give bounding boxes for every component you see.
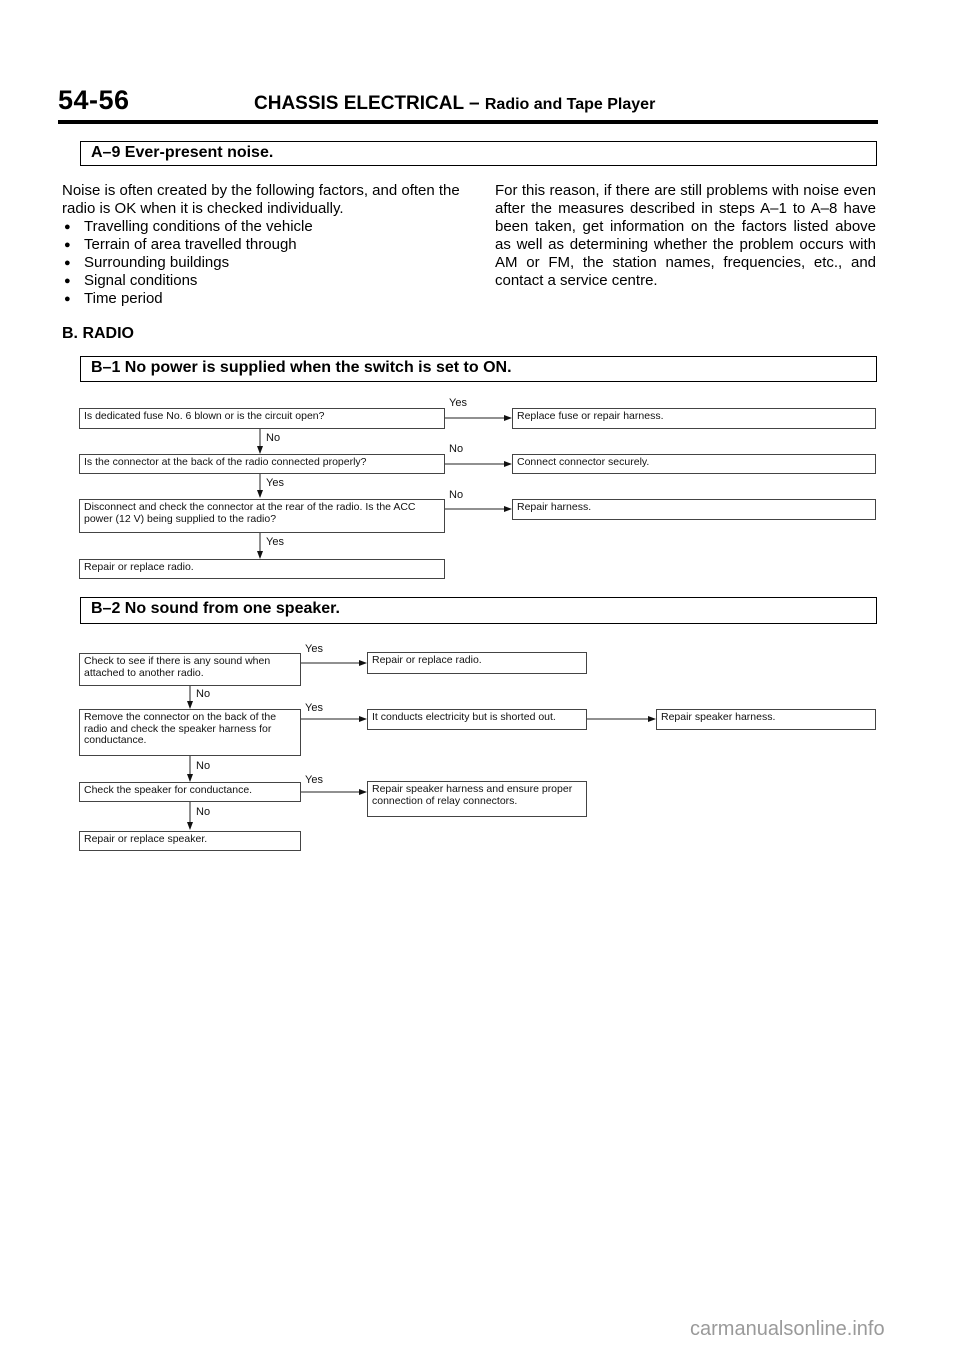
b1-title: B–1 No power is supplied when the switch is set to ON. [91,359,512,376]
b1-question-2: Is the connector at the back of the radio connected properly? [79,454,445,474]
a9-right-text: For this reason, if there are still problems with noise even after the measures described in steps A–1 to A–8 have been taken, get information on the factors listed above as well as determining whether the problem occurs with AM or FM, the station names, frequencies, etc., and contact a service centre. [495,182,876,289]
b2-question-3: Check the speaker for conductance. [79,782,301,802]
page-number: 54-56 [58,85,130,115]
b2-yes-label-2: Yes [305,702,323,714]
b2-yes-label-3: Yes [305,774,323,786]
b1-action-2: Connect connector securely. [512,454,876,474]
b1-no-label-1: No [266,432,281,444]
list-item: ● Travelling conditions of the vehicle [62,218,466,236]
b2-action-3: Repair speaker harness and ensure proper connection of relay connectors. [367,781,587,817]
b1-no-label-2: No [449,443,464,455]
b2-no-label-3: No [196,806,211,818]
b1-yes-label-1: Yes [449,397,467,409]
section-b-heading: B. RADIO [62,325,134,342]
b1-question-1: Is dedicated fuse No. 6 blown or is the circuit open? [79,408,445,429]
title-dash: – [469,93,480,114]
b2-result-2: It conducts electricity but is shorted out. [367,709,587,730]
watermark: carmanualsonline.info [690,1318,885,1340]
b1-final: Repair or replace radio. [79,559,445,579]
b2-action-1: Repair or replace radio. [367,652,587,674]
a9-intro: Noise is often created by the following factors, and often the radio is OK when it is checked individually. [62,182,460,217]
b1-action-3: Repair harness. [512,499,876,520]
b1-action-1: Replace fuse or repair harness. [512,408,876,429]
list-item: ● Terrain of area travelled through [62,236,466,254]
b2-no-label-2: No [196,760,211,772]
b2-action-2: Repair speaker harness. [656,709,876,730]
b2-title-box [80,597,877,624]
section-subtitle: Radio and Tape Player [484,96,656,113]
b2-no-label-1: No [196,688,211,700]
b2-question-2: Remove the connector on the back of the radio and check the speaker harness for conductance. [79,709,301,756]
b2-yes-label-1: Yes [305,643,323,655]
a9-title: A–9 Ever-present noise. [91,144,274,161]
b2-final: Repair or replace speaker. [79,831,301,851]
b1-yes-label-2: Yes [266,477,284,489]
list-item: ● Time period [62,290,466,308]
chapter-title: CHASSIS ELECTRICAL [254,93,464,114]
b2-title: B–2 No sound from one speaker. [91,600,340,617]
list-item: ● Signal conditions [62,272,466,290]
b1-yes-label-3: Yes [266,536,284,548]
list-item: ● Surrounding buildings [62,254,466,272]
b1-no-label-3: No [449,489,464,501]
b2-question-1: Check to see if there is any sound when attached to another radio. [79,653,301,686]
b1-question-3: Disconnect and check the connector at the rear of the radio. Is the ACC power (12 V) being supplied to the radio? [79,499,445,533]
